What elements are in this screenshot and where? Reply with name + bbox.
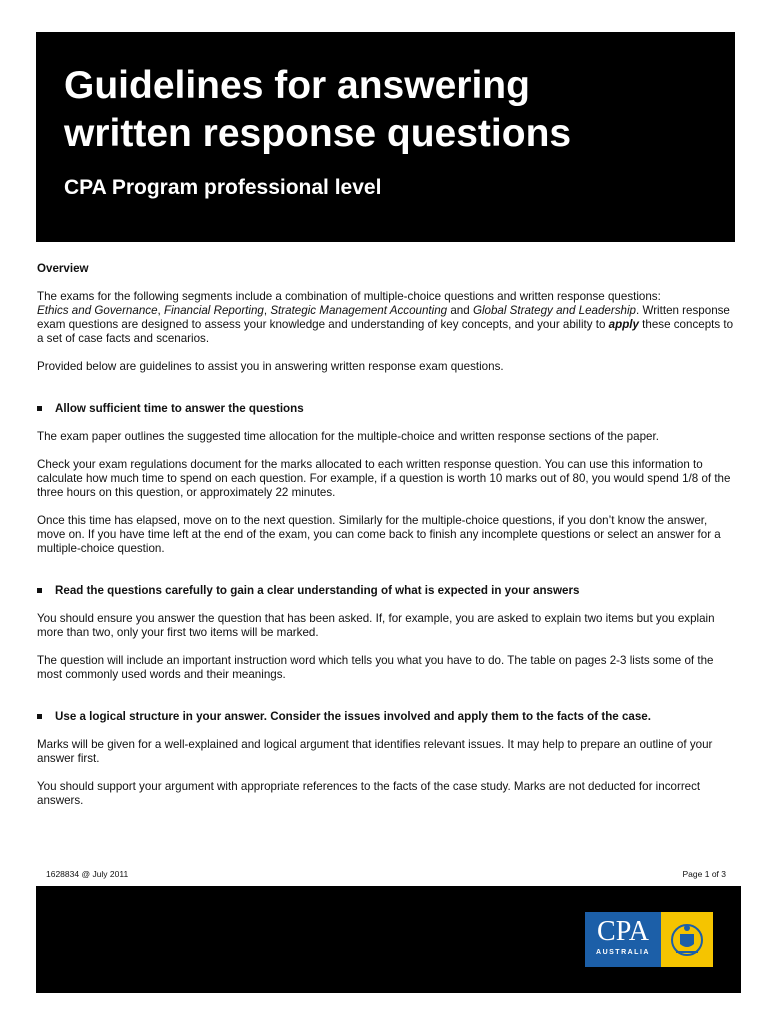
- separator: and: [447, 304, 473, 317]
- logo-cpa-text: CPA: [597, 916, 649, 947]
- document-title: [64, 62, 707, 158]
- section-heading-text: Use a logical structure in your answer. Consider the issues involved and apply them to the facts of the case.: [55, 710, 651, 723]
- document-body: [37, 262, 737, 808]
- section-heading: [37, 584, 737, 598]
- overview-text-middle: . Written response exam questions are designed to assess your knowledge and understanding of key concepts, and your ability to: [37, 304, 730, 331]
- bullet-icon: [37, 588, 42, 593]
- title-line-2: written response questions: [64, 112, 572, 155]
- overview-heading: Overview: [37, 262, 89, 275]
- crest-icon: [661, 912, 713, 967]
- cpa-australia-logo: [585, 912, 713, 967]
- apply-emphasis: apply: [608, 318, 639, 331]
- separator: ,: [157, 304, 164, 317]
- section-paragraph: The question will include an important instruction word which tells you what you have to do. The table on pages 2-3 lists some of the most commonly used words and their meanings.: [37, 654, 714, 681]
- section-paragraph: Marks will be given for a well-explained and logical argument that identifies relevant issues. It may help to prepare an outline of your answer first.: [37, 738, 713, 765]
- footer-meta: [46, 869, 726, 879]
- bullet-icon: [37, 406, 42, 411]
- title-banner: [36, 32, 735, 242]
- overview-text-end: these concepts to a set of case facts and scenarios.: [37, 318, 734, 345]
- section-paragraph: Check your exam regulations document for the marks allocated to each written response question. You can use this information to calculate how much time to spend on each question. For example, if a question is worth 10 marks out of 80, you would spend 1/8 of the three hours on this question, or approximately 22 minutes.: [37, 458, 731, 499]
- section-paragraph: Once this time has elapsed, move on to the next question. Similarly for the multiple-choice questions, if you don’t know the answer, move on. If you have time left at the end of the exam, you can come back to finish any incomplete questions or select an answer for a multiple-choice question.: [37, 514, 721, 555]
- section-heading-text: Read the questions carefully to gain a clear understanding of what is expected in your answers: [55, 584, 580, 597]
- section-heading-text: Allow sufficient time to answer the questions: [55, 402, 304, 415]
- section-heading: [37, 710, 737, 724]
- segment-financial-reporting: Financial Reporting: [163, 304, 264, 317]
- logo-australia-text: AUSTRALIA: [596, 949, 650, 956]
- document-subtitle: CPA Program professional level: [64, 176, 382, 199]
- segment-global-strategy: Global Strategy and Leadership: [472, 304, 637, 317]
- section-paragraph: You should ensure you answer the question that has been asked. If, for example, you are asked to explain two items but you explain more than two, only your first two items will be marked.: [37, 612, 715, 639]
- footer-banner: [36, 886, 741, 993]
- separator: ,: [263, 304, 271, 317]
- section-paragraph: The exam paper outlines the suggested time allocation for the multiple-choice and written response sections of the paper.: [37, 430, 659, 443]
- overview-paragraph-2: Provided below are guidelines to assist you in answering written response exam questions.: [37, 360, 504, 373]
- segment-ethics: Ethics and Governance: [37, 304, 158, 317]
- title-line-1: Guidelines for answering: [64, 64, 530, 107]
- overview-paragraph: [37, 290, 737, 346]
- page-number: Page 1 of 3: [682, 869, 726, 879]
- section-heading: [37, 402, 737, 416]
- logo-wordmark: [585, 912, 661, 967]
- document-reference: 1628834 @ July 2011: [46, 869, 129, 879]
- section-paragraph: You should support your argument with appropriate references to the facts of the case study. Marks are not deducted for incorrect answers.: [37, 780, 701, 807]
- bullet-icon: [37, 714, 42, 719]
- segment-strategic-management: Strategic Management Accounting: [270, 304, 448, 317]
- overview-text-start: The exams for the following segments include a combination of multiple-choice questions and written response questions:: [37, 290, 661, 303]
